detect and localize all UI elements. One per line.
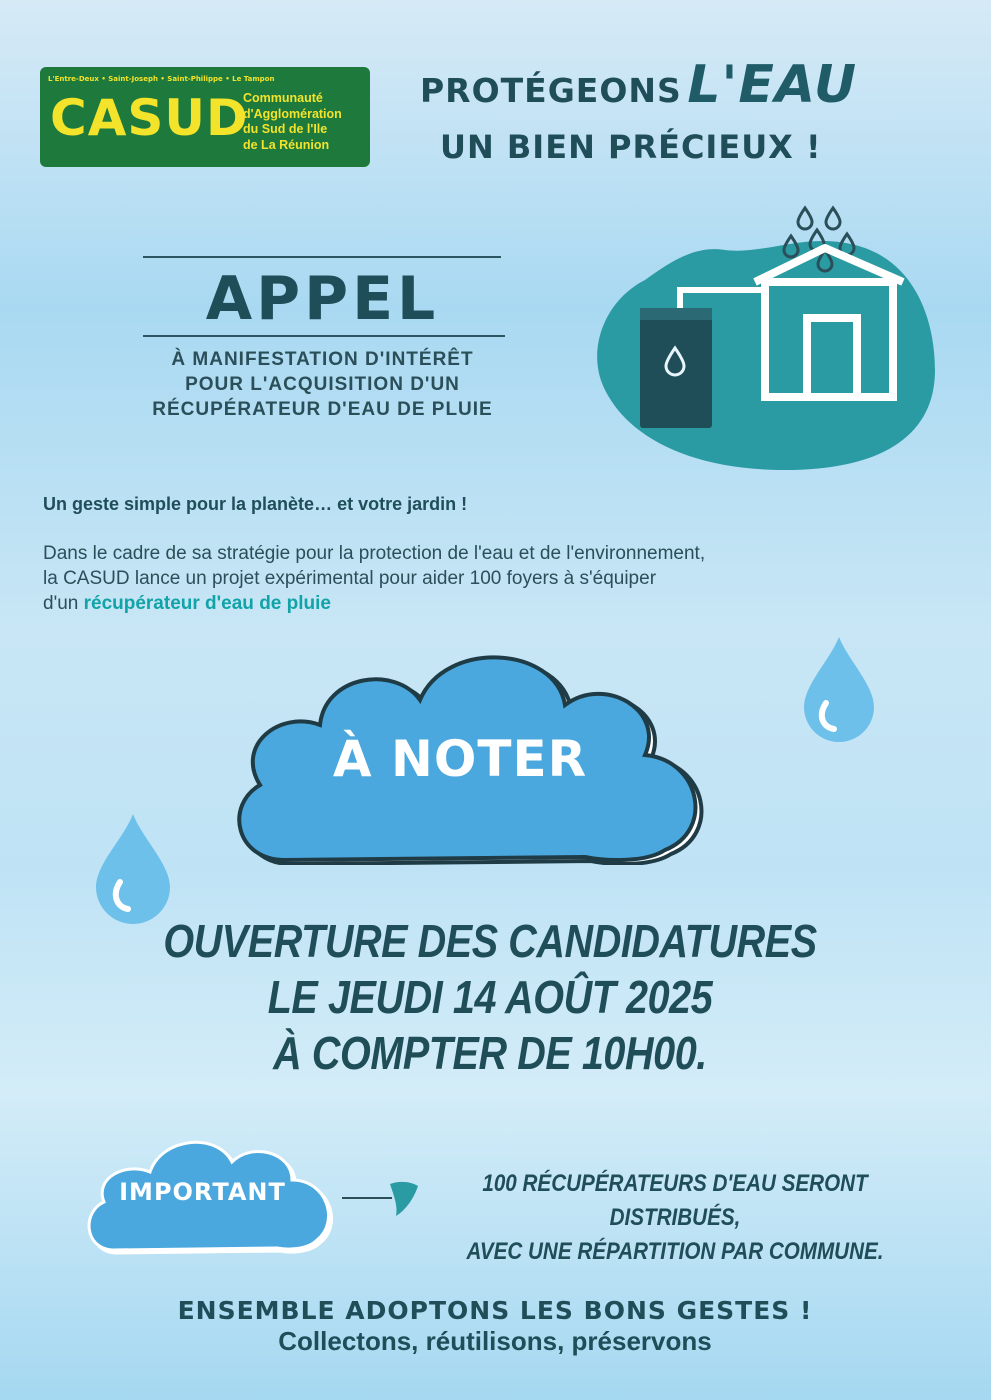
rain-barrel-house-illustration [585, 200, 945, 480]
footer-line-1: ENSEMBLE ADOPTONS LES BONS GESTES ! [177, 1296, 813, 1325]
footer-line-2: Collectons, réutilisons, préservons [278, 1326, 712, 1356]
appel-top-rule [143, 256, 501, 258]
intro-line: Dans le cadre de sa stratégie pour la protection de l'eau et de l'environnement, [43, 543, 706, 564]
important-line: AVEC UNE RÉPARTITION PAR COMMUNE. [466, 1238, 884, 1265]
intro-line [43, 591, 943, 616]
dates-line: OUVERTURE DES CANDIDATURES [163, 915, 817, 967]
rain-barrel-icon [640, 308, 712, 428]
intro-paragraph [43, 541, 943, 616]
logo-subtitle [243, 91, 368, 153]
heart-icon [390, 1182, 418, 1216]
water-drop-icon [92, 812, 174, 924]
important-text [439, 1167, 912, 1269]
headline-line-2: UN BIEN PRÉCIEUX ! [440, 128, 822, 166]
appel-title: APPEL [205, 264, 440, 334]
logo-subtitle-line: Communauté [243, 91, 323, 105]
intro-highlight: récupérateur d'eau de pluie [83, 593, 331, 614]
logo-subtitle-line: du Sud de l'Ile [243, 122, 328, 136]
appel-subtitle-line: RÉCUPÉRATEUR D'EAU DE PLUIE [152, 399, 493, 420]
logo-towns: L'Entre-Deux • Saint-Joseph • Saint-Philippe • Le Tampon [48, 75, 275, 83]
arrow-icon [340, 1176, 422, 1222]
intro-line: la CASUD lance un projet expérimental pour aider 100 foyers à s'équiper [43, 568, 657, 589]
dates-line: À COMPTER DE 10H00. [273, 1027, 707, 1079]
appel-subtitle-line: À MANIFESTATION D'INTÉRÊT [171, 349, 474, 370]
logo-subtitle-line: de La Réunion [243, 137, 330, 152]
appel-subtitle-line: POUR L'ACQUISITION D'UN [185, 374, 460, 395]
dates-line: LE JEUDI 14 AOÛT 2025 [267, 971, 713, 1023]
appel-bottom-rule [143, 335, 505, 337]
application-dates [155, 913, 826, 1081]
headline-prefix: PROTÉGEONS [420, 71, 682, 110]
note-label: À NOTER [332, 730, 588, 788]
logo-subtitle-line: d'Agglomération [243, 106, 342, 121]
headline-line-1 [420, 55, 920, 115]
intro-line-prefix: d'un [43, 593, 84, 614]
water-drop-icon [800, 635, 878, 743]
footer-slogan [100, 1296, 890, 1356]
intro-tagline: Un geste simple pour la planète… et votre jardin ! [43, 494, 468, 514]
logo-wordmark: CASUD [50, 89, 249, 147]
water-drop-icon [798, 208, 812, 229]
appel-subtitle [110, 347, 535, 422]
important-label: IMPORTANT [119, 1178, 286, 1206]
water-drop-icon [826, 208, 840, 229]
headline-emphasis: L'EAU [687, 55, 858, 115]
important-line: 100 RÉCUPÉRATEURS D'EAU SERONT DISTRIBUÉS, [482, 1170, 868, 1231]
